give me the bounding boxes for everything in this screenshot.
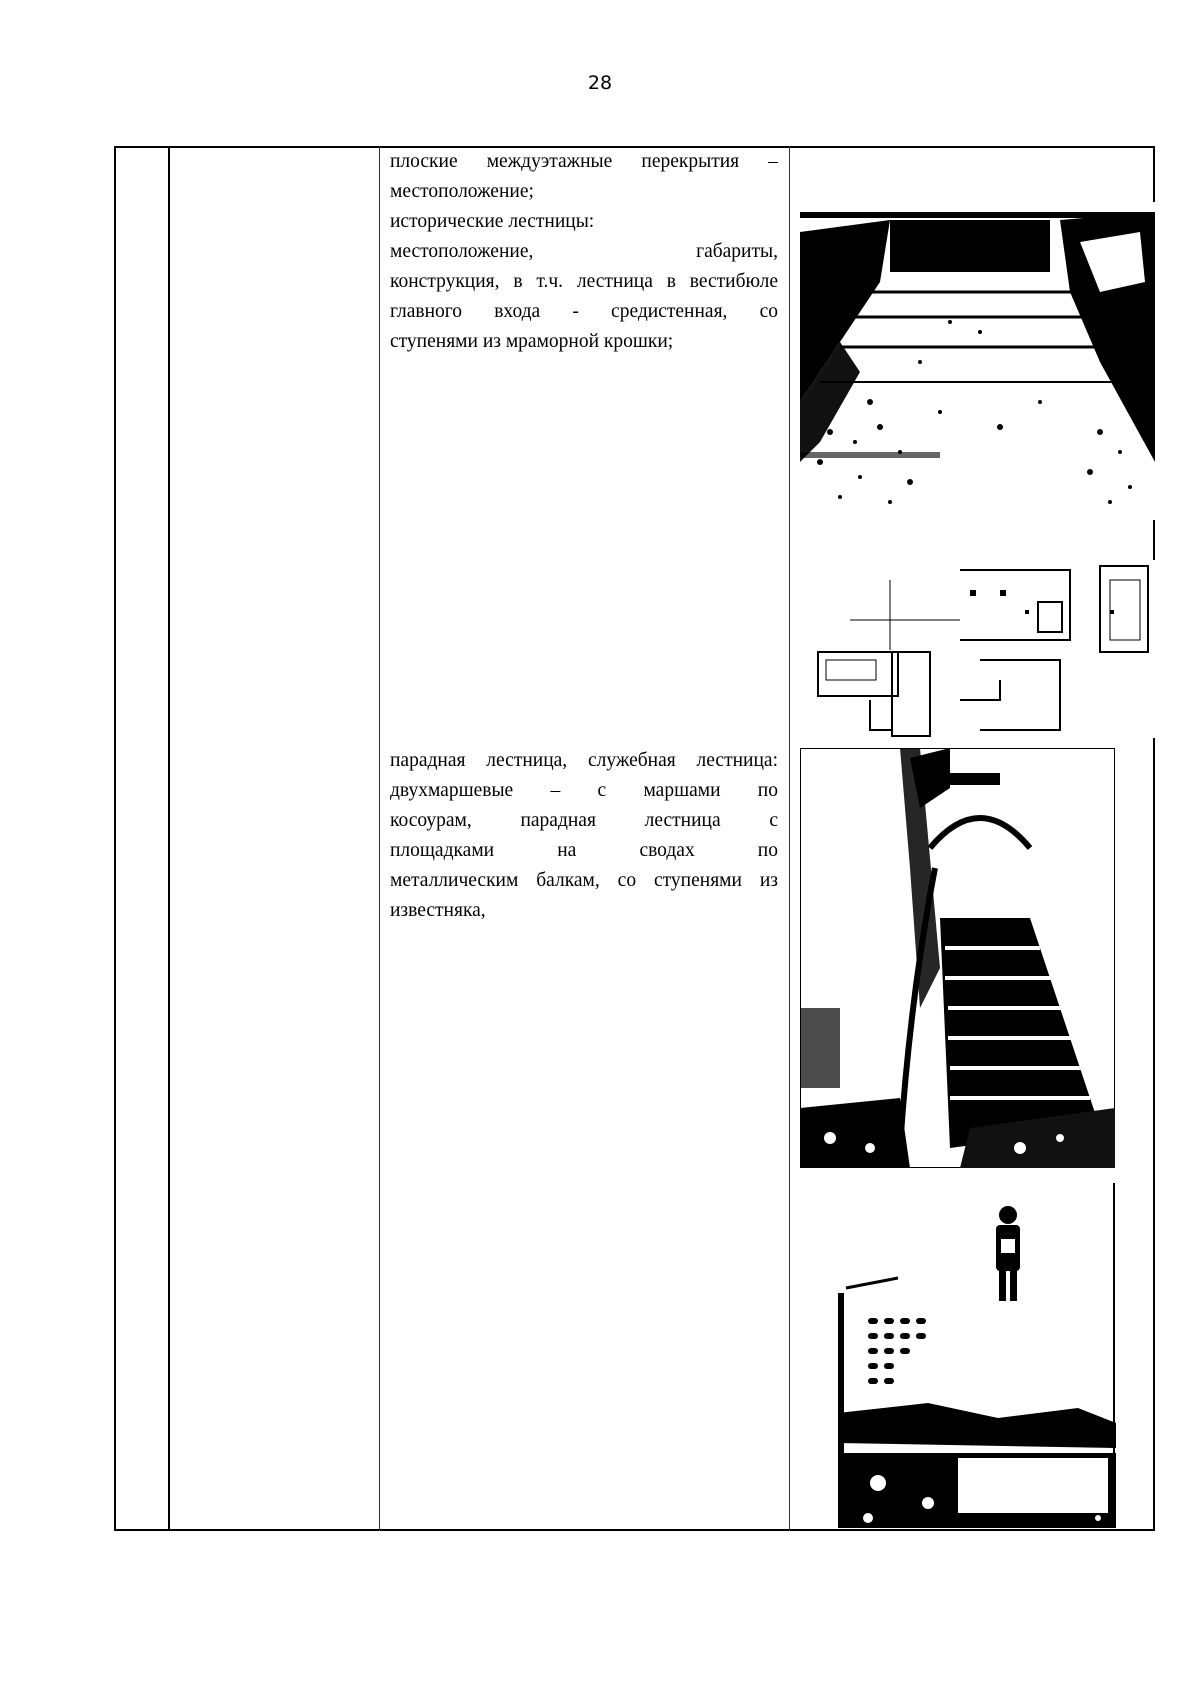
photo-main-staircase (800, 748, 1115, 1168)
description-paragraph-2 (390, 746, 778, 926)
description-paragraph-1 (390, 147, 778, 357)
text-line: ступенями из мраморной крошки; (390, 331, 674, 352)
text-line: двухмаршевые – с маршами по (390, 780, 778, 801)
text-line: металлическим балкам, со ступенями из (390, 870, 778, 891)
text-line: главного входа - средистенная, со (390, 301, 778, 322)
column-divider-1 (168, 146, 170, 1531)
text-line: плоские междуэтажные перекрытия – (390, 151, 778, 172)
text-line: местоположение, габариты, (390, 241, 778, 262)
text-line: известняка, (390, 900, 486, 921)
photo-floor-plan (810, 560, 1155, 738)
text-line: конструкция, в т.ч. лестница в вестибюле (390, 271, 778, 292)
text-line: косоурам, парадная лестница с (390, 810, 778, 831)
text-line: местоположение; (390, 181, 534, 202)
photo-vestibule-staircase (800, 202, 1155, 520)
photo-service-staircase (838, 1183, 1116, 1528)
column-divider-3 (789, 146, 790, 1531)
column-divider-2 (379, 146, 380, 1531)
text-line: парадная лестница, служебная лестница: (390, 750, 778, 771)
page-number: 28 (587, 72, 613, 94)
text-line: площадками на сводах по (390, 840, 778, 861)
text-line: исторические лестницы: (390, 211, 595, 232)
